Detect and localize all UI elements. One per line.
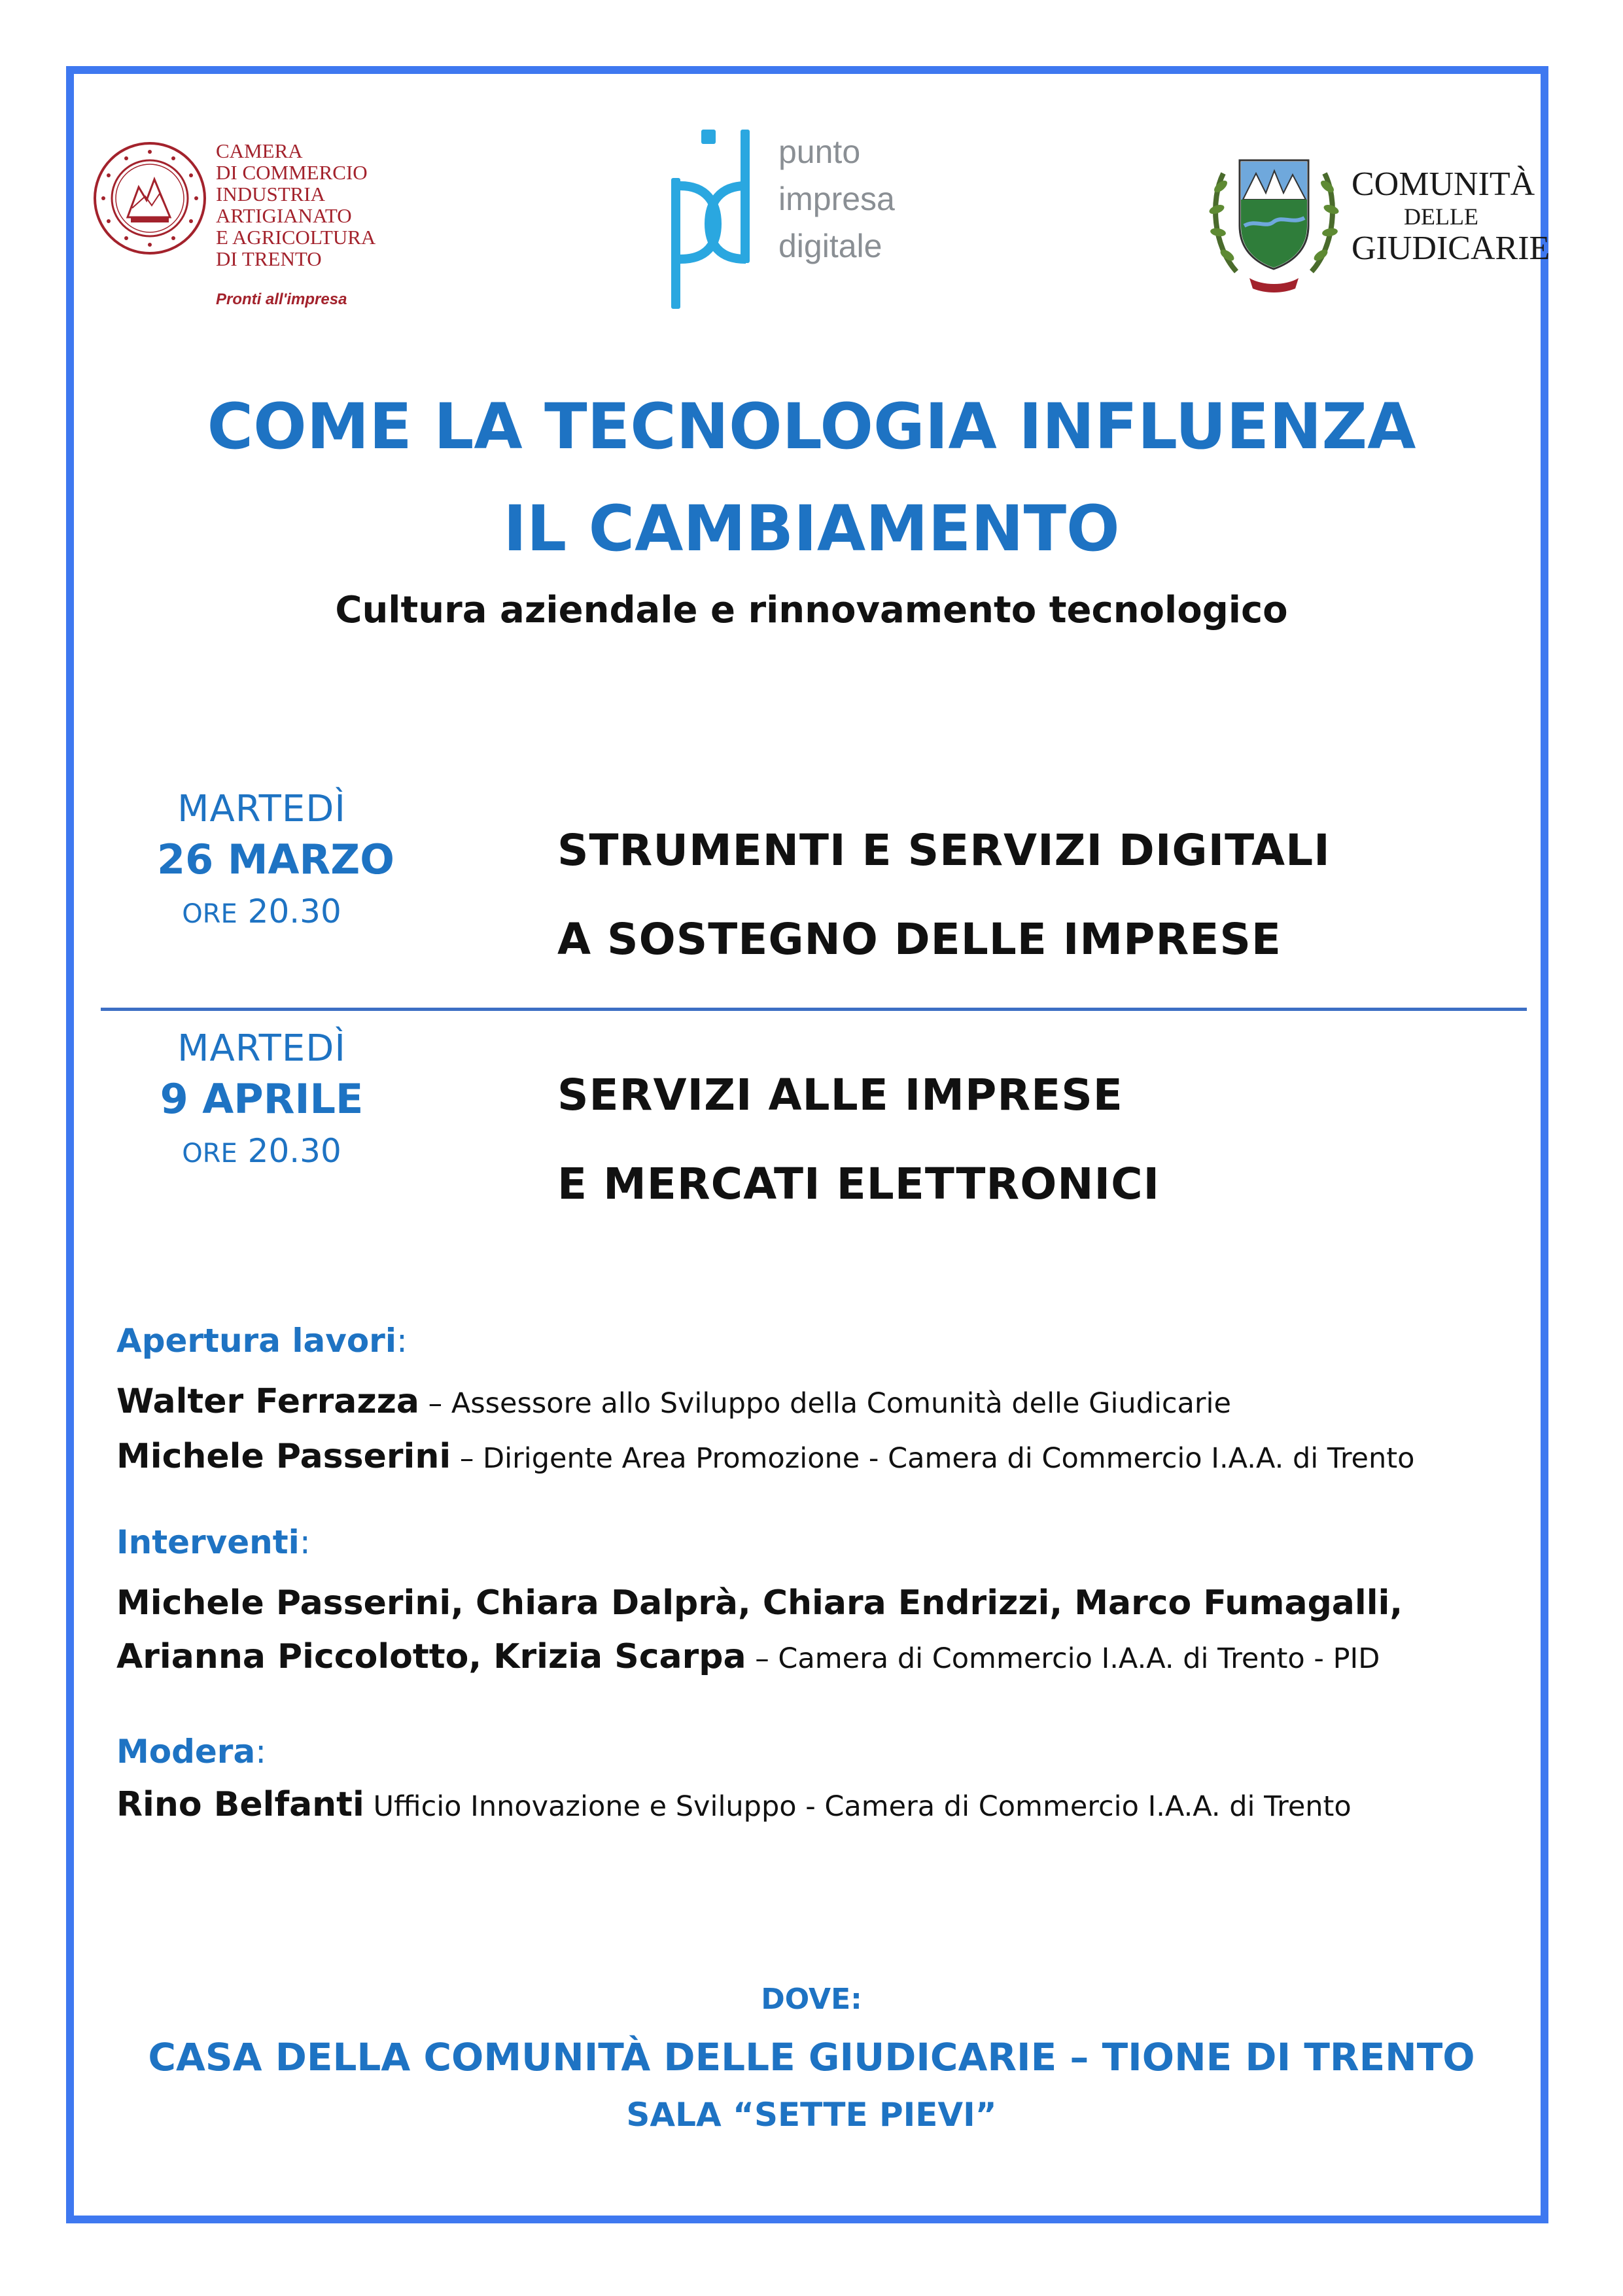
time-value: 20.30 xyxy=(247,892,341,930)
session-2-datetime xyxy=(157,1027,366,1170)
session-date: 9 APRILE xyxy=(160,1075,364,1123)
moderator-name: Rino Belfanti xyxy=(116,1785,364,1824)
topic-line: E MERCATI ELETTRONICI xyxy=(557,1159,1161,1209)
pid-name xyxy=(778,128,895,270)
speakers-line xyxy=(116,1637,1380,1676)
speaker-names: Arianna Piccolotto, Krizia Scarpa xyxy=(116,1637,746,1676)
location-venue: CASA DELLA COMUNITÀ DELLE GIUDICARIE – TIONE DI TRENTO xyxy=(148,2035,1475,2079)
apertura-label: Apertura lavori: xyxy=(116,1322,408,1360)
session-1-topic xyxy=(557,806,1331,984)
ccia-line: E AGRICOLTURA xyxy=(216,226,376,249)
session-day: MARTEDÌ xyxy=(177,1027,346,1070)
section-label-text: Apertura lavori xyxy=(116,1322,396,1360)
pid-mark-icon xyxy=(667,126,759,315)
ccia-name xyxy=(216,140,386,270)
section-label-text: Modera xyxy=(116,1733,256,1771)
moderator-line xyxy=(116,1785,1352,1824)
ccia-seal-icon xyxy=(92,140,208,256)
ccia-line: CAMERA xyxy=(216,139,303,162)
cdg-line: GIUDICARIE xyxy=(1352,230,1550,267)
pid-line: digitale xyxy=(778,228,882,264)
speaker-name: Michele Passerini xyxy=(116,1437,451,1476)
pid-line: impresa xyxy=(778,181,895,217)
topic-line: SERVIZI ALLE IMPRESE xyxy=(557,1070,1123,1120)
moderator-role: Ufficio Innovazione e Sviluppo - Camera di Commercio I.A.A. di Trento xyxy=(364,1790,1352,1823)
modera-label: Modera: xyxy=(116,1733,267,1771)
ccia-line: DI COMMERCIO xyxy=(216,161,368,184)
cdg-line: COMUNITÀ xyxy=(1352,166,1535,203)
cdg-logo xyxy=(1204,147,1550,298)
event-title-line1: COME LA TECNOLOGIA INFLUENZA xyxy=(207,390,1416,463)
time-prefix: ORE xyxy=(182,1139,237,1169)
event-subtitle: Cultura aziendale e rinnovamento tecnologico xyxy=(335,589,1288,631)
topic-line: A SOSTEGNO DELLE IMPRESE xyxy=(557,914,1282,964)
speaker-role: – Assessore allo Sviluppo della Comunità delle Giudicarie xyxy=(419,1387,1231,1420)
ccia-logo xyxy=(92,139,376,317)
session-divider xyxy=(101,1008,1527,1011)
speaker-role: – Dirigente Area Promozione - Camera di Commercio I.A.A. di Trento xyxy=(451,1442,1415,1475)
location-label: DOVE: xyxy=(761,1983,862,2016)
session-date: 26 MARZO xyxy=(157,836,394,883)
speaker-line xyxy=(116,1437,1414,1476)
location-room: SALA “SETTE PIEVI” xyxy=(626,2096,997,2134)
pid-line: punto xyxy=(778,133,861,170)
event-title-line2: IL CAMBIAMENTO xyxy=(503,492,1120,565)
speaker-names: Michele Passerini, Chiara Dalprà, Chiara Endrizzi, Marco Fumagalli, xyxy=(116,1583,1403,1623)
topic-line: STRUMENTI E SERVIZI DIGITALI xyxy=(557,825,1331,875)
speaker-role: – Camera di Commercio I.A.A. di Trento - PID xyxy=(746,1642,1380,1675)
speaker-name: Walter Ferrazza xyxy=(116,1382,419,1421)
speakers-line xyxy=(116,1583,1403,1623)
session-2-topic xyxy=(557,1051,1160,1229)
time-prefix: ORE xyxy=(182,899,237,929)
interventi-label: Interventi: xyxy=(116,1523,311,1561)
speaker-line xyxy=(116,1382,1231,1421)
ccia-line: DI TRENTO xyxy=(216,247,322,270)
ccia-line: ARTIGIANATO xyxy=(216,204,352,227)
session-1-datetime xyxy=(157,788,394,930)
section-label-text: Interventi xyxy=(116,1523,300,1561)
session-time xyxy=(157,1132,366,1170)
ccia-tagline: Pronti all'impresa xyxy=(216,291,347,308)
session-day: MARTEDÌ xyxy=(177,788,346,830)
cdg-name xyxy=(1352,167,1550,266)
time-value: 20.30 xyxy=(247,1132,341,1170)
cdg-line: DELLE xyxy=(1404,203,1478,230)
ccia-line: INDUSTRIA xyxy=(216,183,326,205)
session-time xyxy=(157,892,366,930)
pid-logo xyxy=(667,126,955,315)
cdg-crest-icon xyxy=(1204,147,1344,298)
